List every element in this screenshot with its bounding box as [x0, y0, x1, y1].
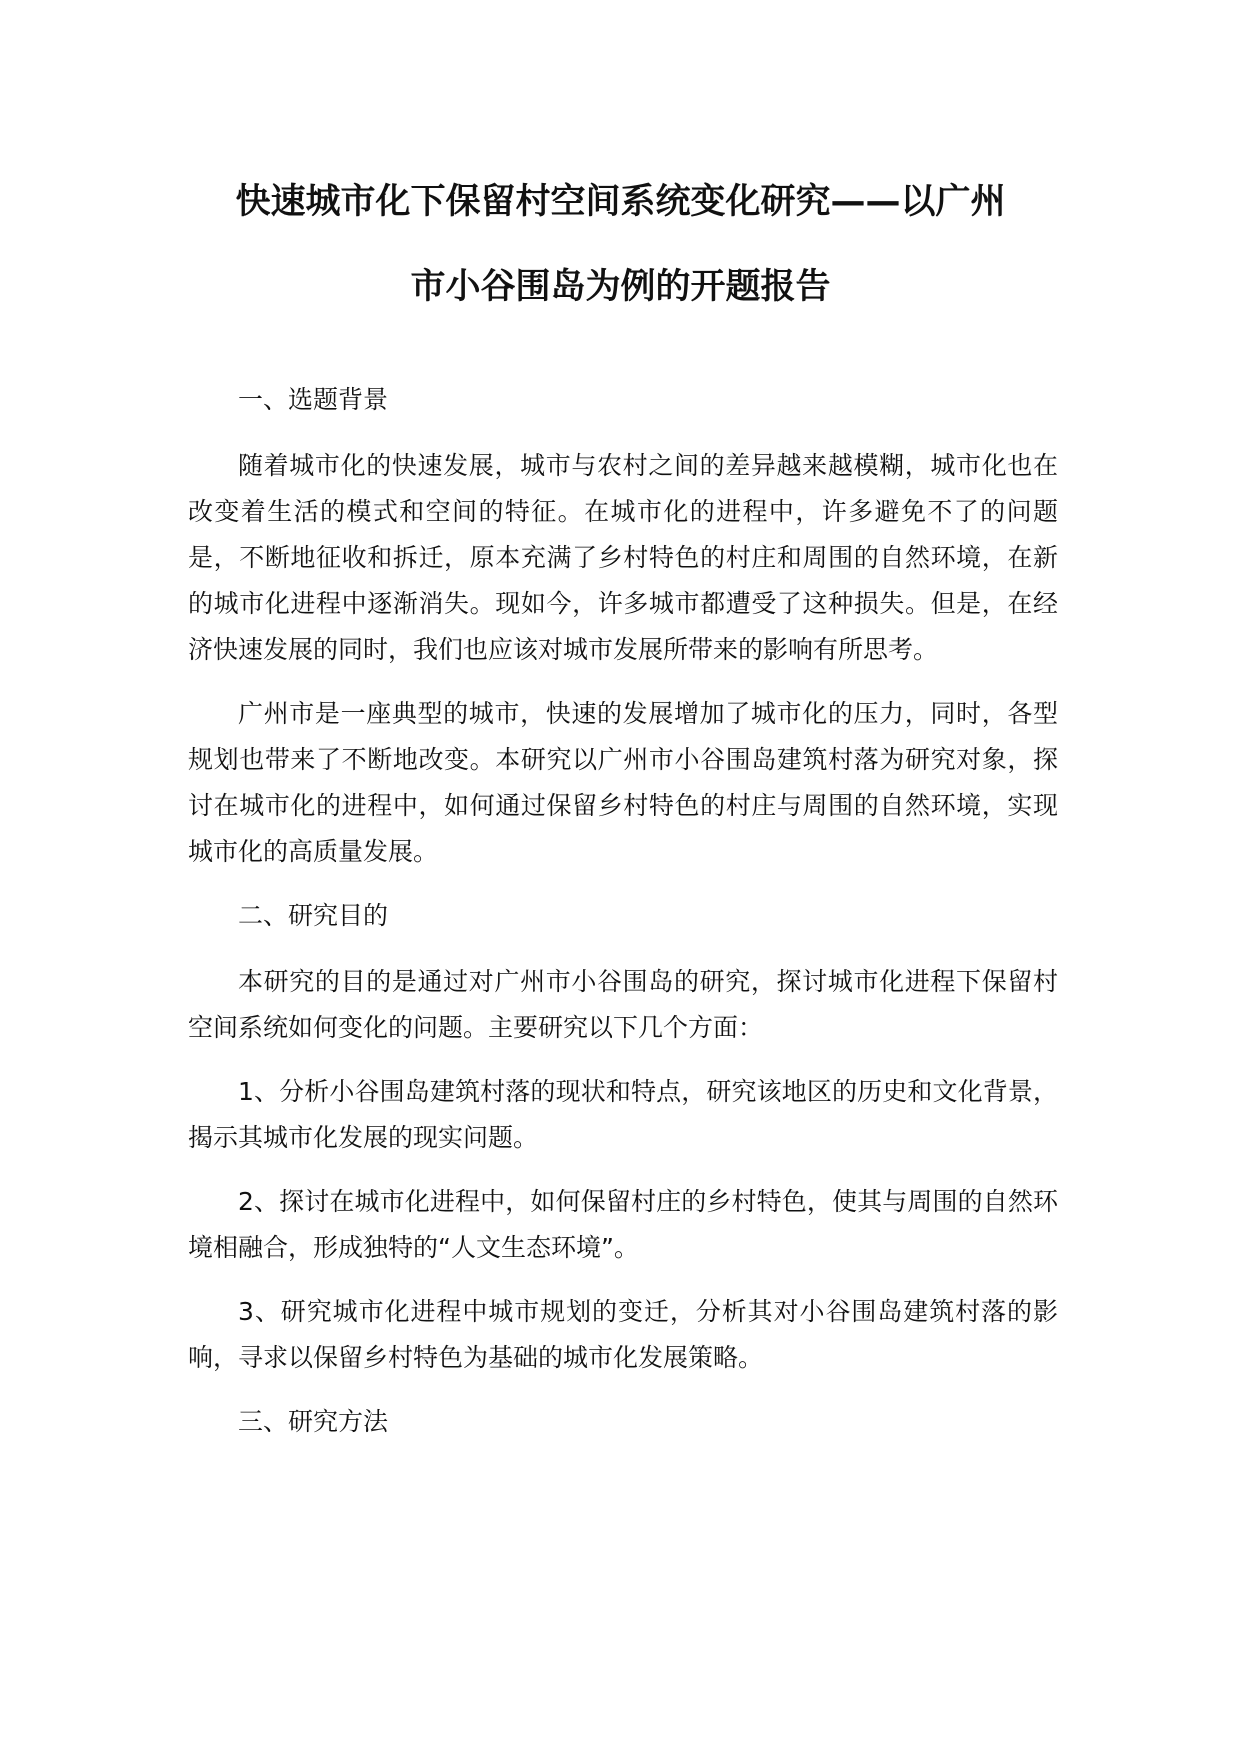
- paragraph-background-1: 随着城市化的快速发展，城市与农村之间的差异越来越模糊，城市化也在改变着生活的模式和空间的特征。在城市化的进程中，许多避免不了的问题是，不断地征收和拆迁，原本充满了乡村特色的村庄和周围的自然环境，在新的城市化进程中逐渐消失。现如今，许多城市都遭受了这种损失。但是，在经济快速发展的同时，我们也应该对城市发展所带来的影响有所思考。: [188, 451, 1058, 664]
- paragraph-purpose-item-2: 2、探讨在城市化进程中，如何保留村庄的乡村特色，使其与周围的自然环境相融合，形成独特的“人文生态环境”。: [188, 1187, 1058, 1262]
- section-heading-method: 三、研究方法: [238, 1407, 389, 1436]
- paragraph-background-2: 广州市是一座典型的城市，快速的发展增加了城市化的压力，同时，各型规划也带来了不断地改变。本研究以广州市小谷围岛建筑村落为研究对象，探讨在城市化的进程中，如何通过保留乡村特色的村庄与周围的自然环境，实现城市化的高质量发展。: [188, 699, 1058, 866]
- document-body: [188, 377, 1058, 1465]
- paragraph-purpose-item-1: 1、分析小谷围岛建筑村落的现状和特点，研究该地区的历史和文化背景，揭示其城市化发展的现实问题。: [188, 1077, 1058, 1152]
- document-title-line-2: 市小谷围岛为例的开题报告: [410, 267, 831, 307]
- section-heading-background: 一、选题背景: [238, 385, 389, 414]
- paragraph-purpose-item-3: 3、研究城市化进程中城市规划的变迁，分析其对小谷围岛建筑村落的影响，寻求以保留乡村特色为基础的城市化发展策略。: [188, 1297, 1058, 1372]
- paragraph-purpose-intro: 本研究的目的是通过对广州市小谷围岛的研究，探讨城市化进程下保留村空间系统如何变化的问题。主要研究以下几个方面：: [188, 967, 1058, 1042]
- document-title-line-1: 快速城市化下保留村空间系统变化研究——以广州: [235, 182, 1006, 222]
- section-heading-purpose: 二、研究目的: [238, 901, 389, 930]
